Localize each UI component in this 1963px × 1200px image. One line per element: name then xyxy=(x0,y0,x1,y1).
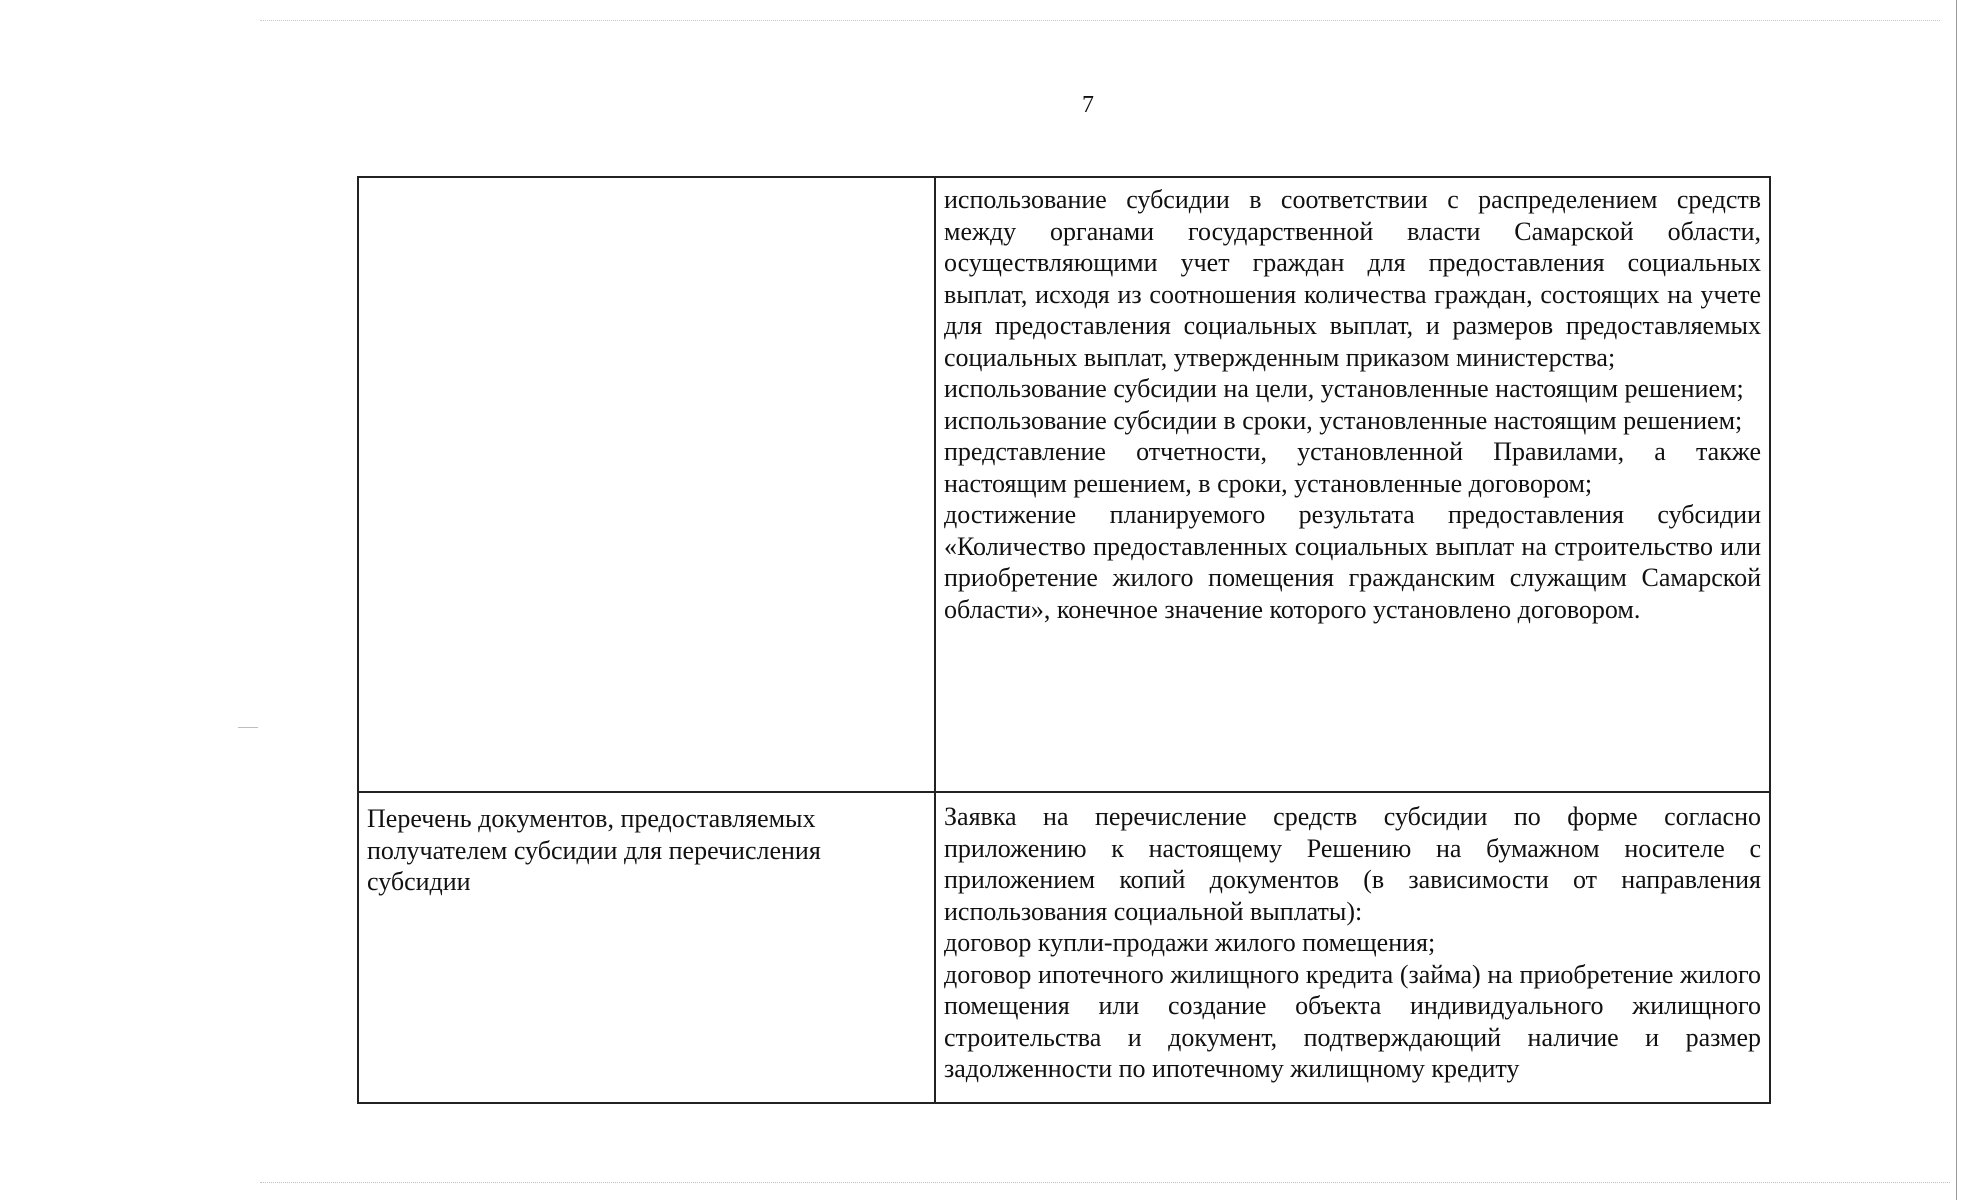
table-cell-content xyxy=(935,792,1770,1103)
document-table xyxy=(357,176,1771,1104)
content-paragraph: договор купли-продажи жилого помещения; xyxy=(944,928,1436,957)
table-cell-label: Перечень документов, предоставляемых получателем субсидии для перечисления субсидии xyxy=(358,792,935,1103)
content-paragraph: использование субсидии в сроки, установленные настоящим решением; xyxy=(944,405,1743,435)
scan-edge-bottom xyxy=(260,1182,1950,1183)
content-paragraph: использование субсидии на цели, установленные настоящим решением; xyxy=(944,374,1744,403)
table-row xyxy=(358,792,1770,1103)
table-cell-content xyxy=(935,177,1770,792)
content-paragraph: представление отчетности, установленной Правилами, а также настоящим решением, в сроки, установленные договором; xyxy=(944,437,1761,498)
margin-mark xyxy=(238,727,258,728)
content-paragraph: договор ипотечного жилищного кредита (займа) на приобретение жилого помещения или создание объекта индивидуального жилищного строительства и документ, подтверждающий наличие и размер задолженности по ипотечному жилищному кредиту xyxy=(944,959,1761,1083)
scan-edge-right xyxy=(1956,0,1957,1200)
table-cell-label xyxy=(358,177,935,792)
content-paragraph: Заявка на перечисление средств субсидии по форме согласно приложению к настоящему Решению на бумажном носителе с приложением копий документов (в зависимости от направления использования социальной выплаты): xyxy=(944,802,1761,926)
page-number: 7 xyxy=(1082,92,1094,118)
content-paragraph: использование субсидии в соответствии с распределением средств между органами государственной власти Самарской области, осуществляющими учет граждан для предоставления социальных выплат, исходя из соотношения количества граждан, состоящих на учете для предоставления социальных выплат, и размеров предоставляемых социальных выплат, утвержденным приказом министерства; xyxy=(944,185,1761,372)
scan-edge-top xyxy=(260,20,1940,21)
content-paragraph: достижение планируемого результата предоставления субсидии «Количество предоставленных социальных выплат на строительство или приобретение жилого помещения гражданским служащим Самарской области», конечное значение которого установлено договором. xyxy=(944,500,1761,624)
table-row xyxy=(358,177,1770,792)
